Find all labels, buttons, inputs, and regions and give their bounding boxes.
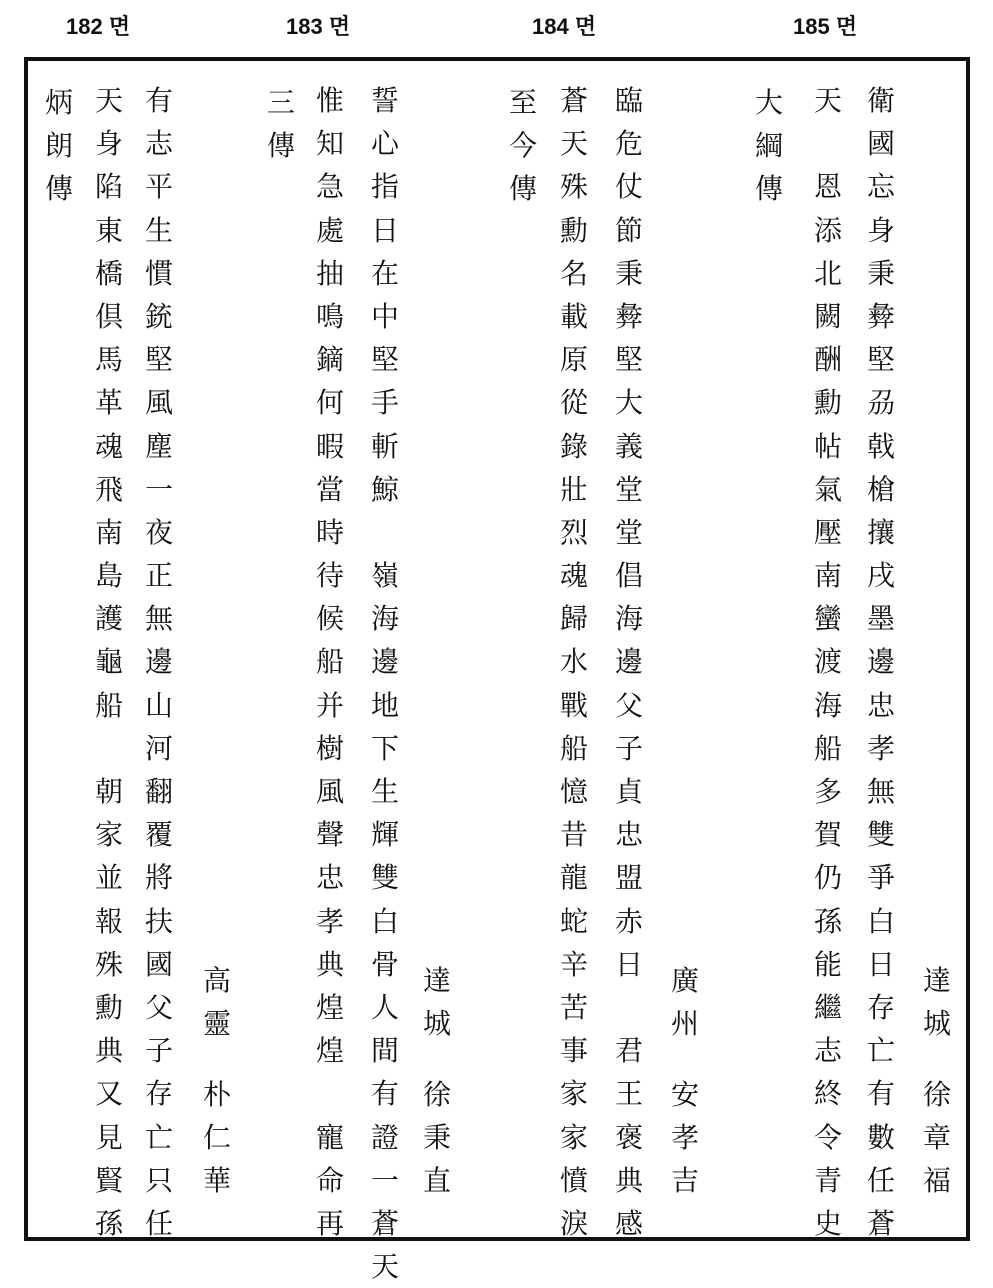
character: 魂 xyxy=(559,559,588,593)
character: 家 xyxy=(559,1120,588,1154)
character: 見 xyxy=(94,1120,123,1154)
character: 忠 xyxy=(315,861,344,895)
character: 輝 xyxy=(370,818,399,852)
character: 辛 xyxy=(559,947,588,981)
verse-line xyxy=(368,79,402,1288)
character: 孝 xyxy=(315,904,344,938)
character: 賀 xyxy=(813,818,842,852)
verse-line xyxy=(92,79,126,1245)
character: 勳 xyxy=(813,386,842,420)
character: 高 xyxy=(202,964,231,997)
character: 史 xyxy=(813,1206,842,1240)
character: 勳 xyxy=(559,213,588,247)
character: 船 xyxy=(94,688,123,722)
character: 至 xyxy=(508,86,537,119)
character: 壓 xyxy=(813,515,842,549)
character: 苦 xyxy=(559,990,588,1024)
character: 報 xyxy=(94,904,123,938)
character: 福 xyxy=(922,1164,951,1198)
poem-title xyxy=(264,81,298,167)
character: 昔 xyxy=(559,818,588,852)
character xyxy=(92,727,126,770)
character: 刕 xyxy=(866,386,895,420)
character: 原 xyxy=(559,343,588,377)
character: 日 xyxy=(370,213,399,247)
character: 身 xyxy=(866,213,895,247)
character: 鳴 xyxy=(315,299,344,333)
character: 憤 xyxy=(559,1163,588,1197)
character: 章 xyxy=(922,1121,951,1155)
character: 海 xyxy=(370,602,399,636)
character: 陷 xyxy=(94,170,123,204)
character: 褒 xyxy=(614,1120,643,1154)
character: 海 xyxy=(813,688,842,722)
character: 北 xyxy=(813,256,842,290)
character: 鯨 xyxy=(370,472,399,506)
character: 并 xyxy=(315,688,344,722)
character: 風 xyxy=(315,775,344,808)
character: 義 xyxy=(614,429,643,463)
character: 有 xyxy=(370,1077,399,1111)
character: 朗 xyxy=(44,129,73,163)
character: 樹 xyxy=(315,731,344,765)
author-origin xyxy=(200,959,234,1045)
character: 忠 xyxy=(614,818,643,852)
character: 任 xyxy=(144,1206,173,1240)
verse-line xyxy=(313,79,347,1245)
character: 山 xyxy=(144,688,173,722)
character: 地 xyxy=(370,688,399,722)
character: 直 xyxy=(422,1164,451,1198)
character: 王 xyxy=(614,1077,643,1111)
character: 翻 xyxy=(144,775,173,808)
page-label-182: 182 면 xyxy=(66,14,131,39)
character: 傳 xyxy=(754,172,783,206)
character: 忘 xyxy=(866,170,895,204)
character: 平 xyxy=(144,170,173,204)
character: 任 xyxy=(866,1163,895,1197)
character: 抽 xyxy=(315,256,344,290)
character: 典 xyxy=(315,947,344,981)
poem-title xyxy=(42,81,76,211)
character: 慣 xyxy=(144,256,173,290)
author-origin xyxy=(920,959,954,1045)
character: 在 xyxy=(370,256,399,290)
poem-frame xyxy=(24,57,970,1284)
character: 堂 xyxy=(614,472,643,506)
character: 夜 xyxy=(144,515,173,549)
character: 彜 xyxy=(614,299,643,333)
character: 候 xyxy=(315,602,344,636)
character: 國 xyxy=(866,127,895,161)
character: 扶 xyxy=(144,904,173,938)
character: 貞 xyxy=(614,775,643,808)
character: 當 xyxy=(315,472,344,506)
character: 典 xyxy=(94,1034,123,1068)
character: 赤 xyxy=(614,904,643,938)
character: 蠻 xyxy=(813,602,842,636)
character: 堅 xyxy=(866,343,895,377)
character: 船 xyxy=(813,731,842,765)
character: 一 xyxy=(370,1163,399,1197)
author-name xyxy=(420,1073,454,1203)
character: 倶 xyxy=(94,299,123,333)
character: 覆 xyxy=(144,818,173,852)
page-label-185: 185 면 xyxy=(793,14,858,39)
character: 寵 xyxy=(315,1120,344,1154)
character: 橋 xyxy=(94,256,123,290)
character: 綱 xyxy=(754,129,783,163)
character: 吉 xyxy=(670,1164,699,1198)
character: 靈 xyxy=(202,1007,231,1041)
character: 盟 xyxy=(614,861,643,895)
character: 聲 xyxy=(315,818,344,852)
verse-line xyxy=(811,79,845,1245)
character: 今 xyxy=(508,129,537,163)
character: 急 xyxy=(315,170,344,204)
character: 危 xyxy=(614,127,643,161)
character: 傳 xyxy=(508,172,537,206)
character: 飛 xyxy=(94,472,123,506)
verse-line xyxy=(557,79,591,1245)
character: 城 xyxy=(422,1007,451,1041)
poem-title xyxy=(752,81,786,211)
character: 將 xyxy=(144,861,173,895)
character: 渡 xyxy=(813,645,842,679)
character: 戌 xyxy=(866,559,895,593)
character: 嶺 xyxy=(370,559,399,593)
character: 倡 xyxy=(614,559,643,593)
character: 典 xyxy=(614,1163,643,1197)
character: 從 xyxy=(559,386,588,420)
character: 塵 xyxy=(144,429,173,463)
author-name xyxy=(920,1073,954,1203)
character: 海 xyxy=(614,602,643,636)
character: 攘 xyxy=(866,515,895,549)
character: 國 xyxy=(144,947,173,981)
character: 蒼 xyxy=(559,84,588,117)
character: 仗 xyxy=(614,170,643,204)
character: 並 xyxy=(94,861,123,895)
character: 彜 xyxy=(866,299,895,333)
character: 堅 xyxy=(144,343,173,377)
character: 傳 xyxy=(266,129,295,163)
page-label-184: 184 면 xyxy=(532,14,597,39)
character: 帖 xyxy=(813,429,842,463)
character: 安 xyxy=(670,1078,699,1111)
character: 大 xyxy=(614,386,643,420)
character: 城 xyxy=(922,1007,951,1041)
character: 魂 xyxy=(94,429,123,463)
character: 日 xyxy=(866,947,895,981)
character: 水 xyxy=(559,645,588,679)
character: 秉 xyxy=(614,256,643,290)
character: 淚 xyxy=(559,1206,588,1240)
character: 徐 xyxy=(422,1078,451,1111)
character: 堅 xyxy=(370,343,399,377)
character: 戟 xyxy=(866,429,895,463)
character: 誓 xyxy=(370,84,399,117)
character: 家 xyxy=(559,1077,588,1111)
character: 令 xyxy=(813,1120,842,1154)
character: 賢 xyxy=(94,1163,123,1197)
character: 生 xyxy=(370,775,399,808)
character: 能 xyxy=(813,947,842,981)
character: 中 xyxy=(370,299,399,333)
character: 州 xyxy=(670,1007,699,1041)
character: 邊 xyxy=(614,645,643,679)
character: 證 xyxy=(370,1120,399,1154)
character: 傳 xyxy=(44,172,73,206)
character: 無 xyxy=(144,602,173,636)
character: 孫 xyxy=(813,904,842,938)
character xyxy=(612,986,646,1029)
character: 父 xyxy=(614,688,643,722)
character: 人 xyxy=(370,990,399,1024)
character: 護 xyxy=(94,602,123,636)
character: 待 xyxy=(315,559,344,593)
character: 邊 xyxy=(370,645,399,679)
character: 何 xyxy=(315,386,344,420)
character: 正 xyxy=(144,559,173,593)
character: 馬 xyxy=(94,343,123,377)
character: 骨 xyxy=(370,947,399,981)
character: 忠 xyxy=(866,688,895,722)
character: 天 xyxy=(559,127,588,161)
character: 有 xyxy=(144,84,173,117)
author-origin xyxy=(668,959,702,1045)
character: 處 xyxy=(315,213,344,247)
character: 蛇 xyxy=(559,904,588,938)
character: 衛 xyxy=(866,84,895,117)
character: 惟 xyxy=(315,84,344,117)
character: 志 xyxy=(144,127,173,161)
poem-title xyxy=(506,81,540,211)
character: 船 xyxy=(559,731,588,765)
verse-line xyxy=(612,79,646,1245)
character: 爭 xyxy=(866,861,895,895)
character: 三 xyxy=(266,86,295,119)
character: 錄 xyxy=(559,429,588,463)
character: 東 xyxy=(94,213,123,247)
character xyxy=(811,122,845,165)
character: 風 xyxy=(144,386,173,420)
character: 子 xyxy=(614,731,643,765)
character: 河 xyxy=(144,731,173,765)
character: 手 xyxy=(370,386,399,420)
character: 存 xyxy=(144,1077,173,1111)
character: 達 xyxy=(922,964,951,997)
character: 生 xyxy=(144,213,173,247)
character: 事 xyxy=(559,1034,588,1068)
character: 島 xyxy=(94,559,123,593)
character: 華 xyxy=(202,1164,231,1198)
character: 白 xyxy=(370,904,399,938)
character: 日 xyxy=(614,947,643,981)
character: 只 xyxy=(144,1163,173,1197)
character: 數 xyxy=(866,1120,895,1154)
character: 蒼 xyxy=(370,1206,399,1240)
character: 臨 xyxy=(614,84,643,117)
character: 殊 xyxy=(94,947,123,981)
character: 天 xyxy=(94,84,123,117)
character: 秉 xyxy=(866,256,895,290)
character: 墨 xyxy=(866,602,895,636)
character: 子 xyxy=(144,1034,173,1068)
character: 添 xyxy=(813,213,842,247)
character: 煌 xyxy=(315,1034,344,1068)
character: 槍 xyxy=(866,472,895,506)
verse-line xyxy=(142,79,176,1245)
author-name xyxy=(668,1073,702,1203)
character: 無 xyxy=(866,775,895,808)
character: 雙 xyxy=(866,818,895,852)
character: 下 xyxy=(370,731,399,765)
character: 父 xyxy=(144,990,173,1024)
character: 又 xyxy=(94,1077,123,1111)
character: 斬 xyxy=(370,429,399,463)
character: 廣 xyxy=(670,964,699,997)
character: 壯 xyxy=(559,472,588,506)
character: 多 xyxy=(813,775,842,808)
character: 歸 xyxy=(559,602,588,636)
character: 孝 xyxy=(670,1121,699,1155)
character: 指 xyxy=(370,170,399,204)
character: 青 xyxy=(813,1163,842,1197)
character: 知 xyxy=(315,127,344,161)
character: 蒼 xyxy=(866,1206,895,1240)
character: 達 xyxy=(422,964,451,997)
character: 志 xyxy=(813,1034,842,1068)
character: 炳 xyxy=(44,86,73,119)
character: 大 xyxy=(754,86,783,119)
character: 銃 xyxy=(144,299,173,333)
character: 命 xyxy=(315,1163,344,1197)
author-origin xyxy=(420,959,454,1045)
character: 載 xyxy=(559,299,588,333)
character: 一 xyxy=(144,472,173,506)
character: 酬 xyxy=(813,343,842,377)
character: 秉 xyxy=(422,1121,451,1155)
character: 孫 xyxy=(94,1206,123,1240)
character: 天 xyxy=(813,84,842,117)
character: 邊 xyxy=(866,645,895,679)
character: 氣 xyxy=(813,472,842,506)
character: 徐 xyxy=(922,1078,951,1111)
character: 身 xyxy=(94,127,123,161)
character: 邊 xyxy=(144,645,173,679)
character: 煌 xyxy=(315,990,344,1024)
character: 心 xyxy=(370,127,399,161)
character xyxy=(368,511,402,554)
character: 憶 xyxy=(559,775,588,808)
character: 仍 xyxy=(813,861,842,895)
character: 亡 xyxy=(144,1120,173,1154)
character: 烈 xyxy=(559,515,588,549)
character: 南 xyxy=(813,559,842,593)
character: 間 xyxy=(370,1034,399,1068)
character: 感 xyxy=(614,1206,643,1240)
character: 白 xyxy=(866,904,895,938)
author-name xyxy=(200,1073,234,1203)
character: 孝 xyxy=(866,731,895,765)
character: 時 xyxy=(315,515,344,549)
character xyxy=(313,1072,347,1115)
character: 有 xyxy=(866,1077,895,1111)
character: 暇 xyxy=(315,429,344,463)
character: 朝 xyxy=(94,775,123,808)
character: 雙 xyxy=(370,861,399,895)
character: 再 xyxy=(315,1206,344,1240)
character: 戰 xyxy=(559,688,588,722)
character: 南 xyxy=(94,515,123,549)
character: 節 xyxy=(614,213,643,247)
character: 繼 xyxy=(813,990,842,1024)
character: 亡 xyxy=(866,1034,895,1068)
character: 家 xyxy=(94,818,123,852)
character: 恩 xyxy=(813,170,842,204)
character: 勳 xyxy=(94,990,123,1024)
character: 天 xyxy=(370,1250,399,1284)
character: 君 xyxy=(614,1034,643,1068)
character: 鏑 xyxy=(315,343,344,377)
character: 仁 xyxy=(202,1121,231,1155)
character: 堅 xyxy=(614,343,643,377)
character: 名 xyxy=(559,256,588,290)
character: 存 xyxy=(866,990,895,1024)
character: 船 xyxy=(315,645,344,679)
page-label-183: 183 면 xyxy=(286,14,351,39)
character: 堂 xyxy=(614,515,643,549)
character: 朴 xyxy=(202,1078,231,1111)
verse-line xyxy=(864,79,898,1245)
character: 闕 xyxy=(813,299,842,333)
character: 龜 xyxy=(94,645,123,679)
character: 終 xyxy=(813,1077,842,1111)
character: 革 xyxy=(94,386,123,420)
character: 殊 xyxy=(559,170,588,204)
character: 龍 xyxy=(559,861,588,895)
